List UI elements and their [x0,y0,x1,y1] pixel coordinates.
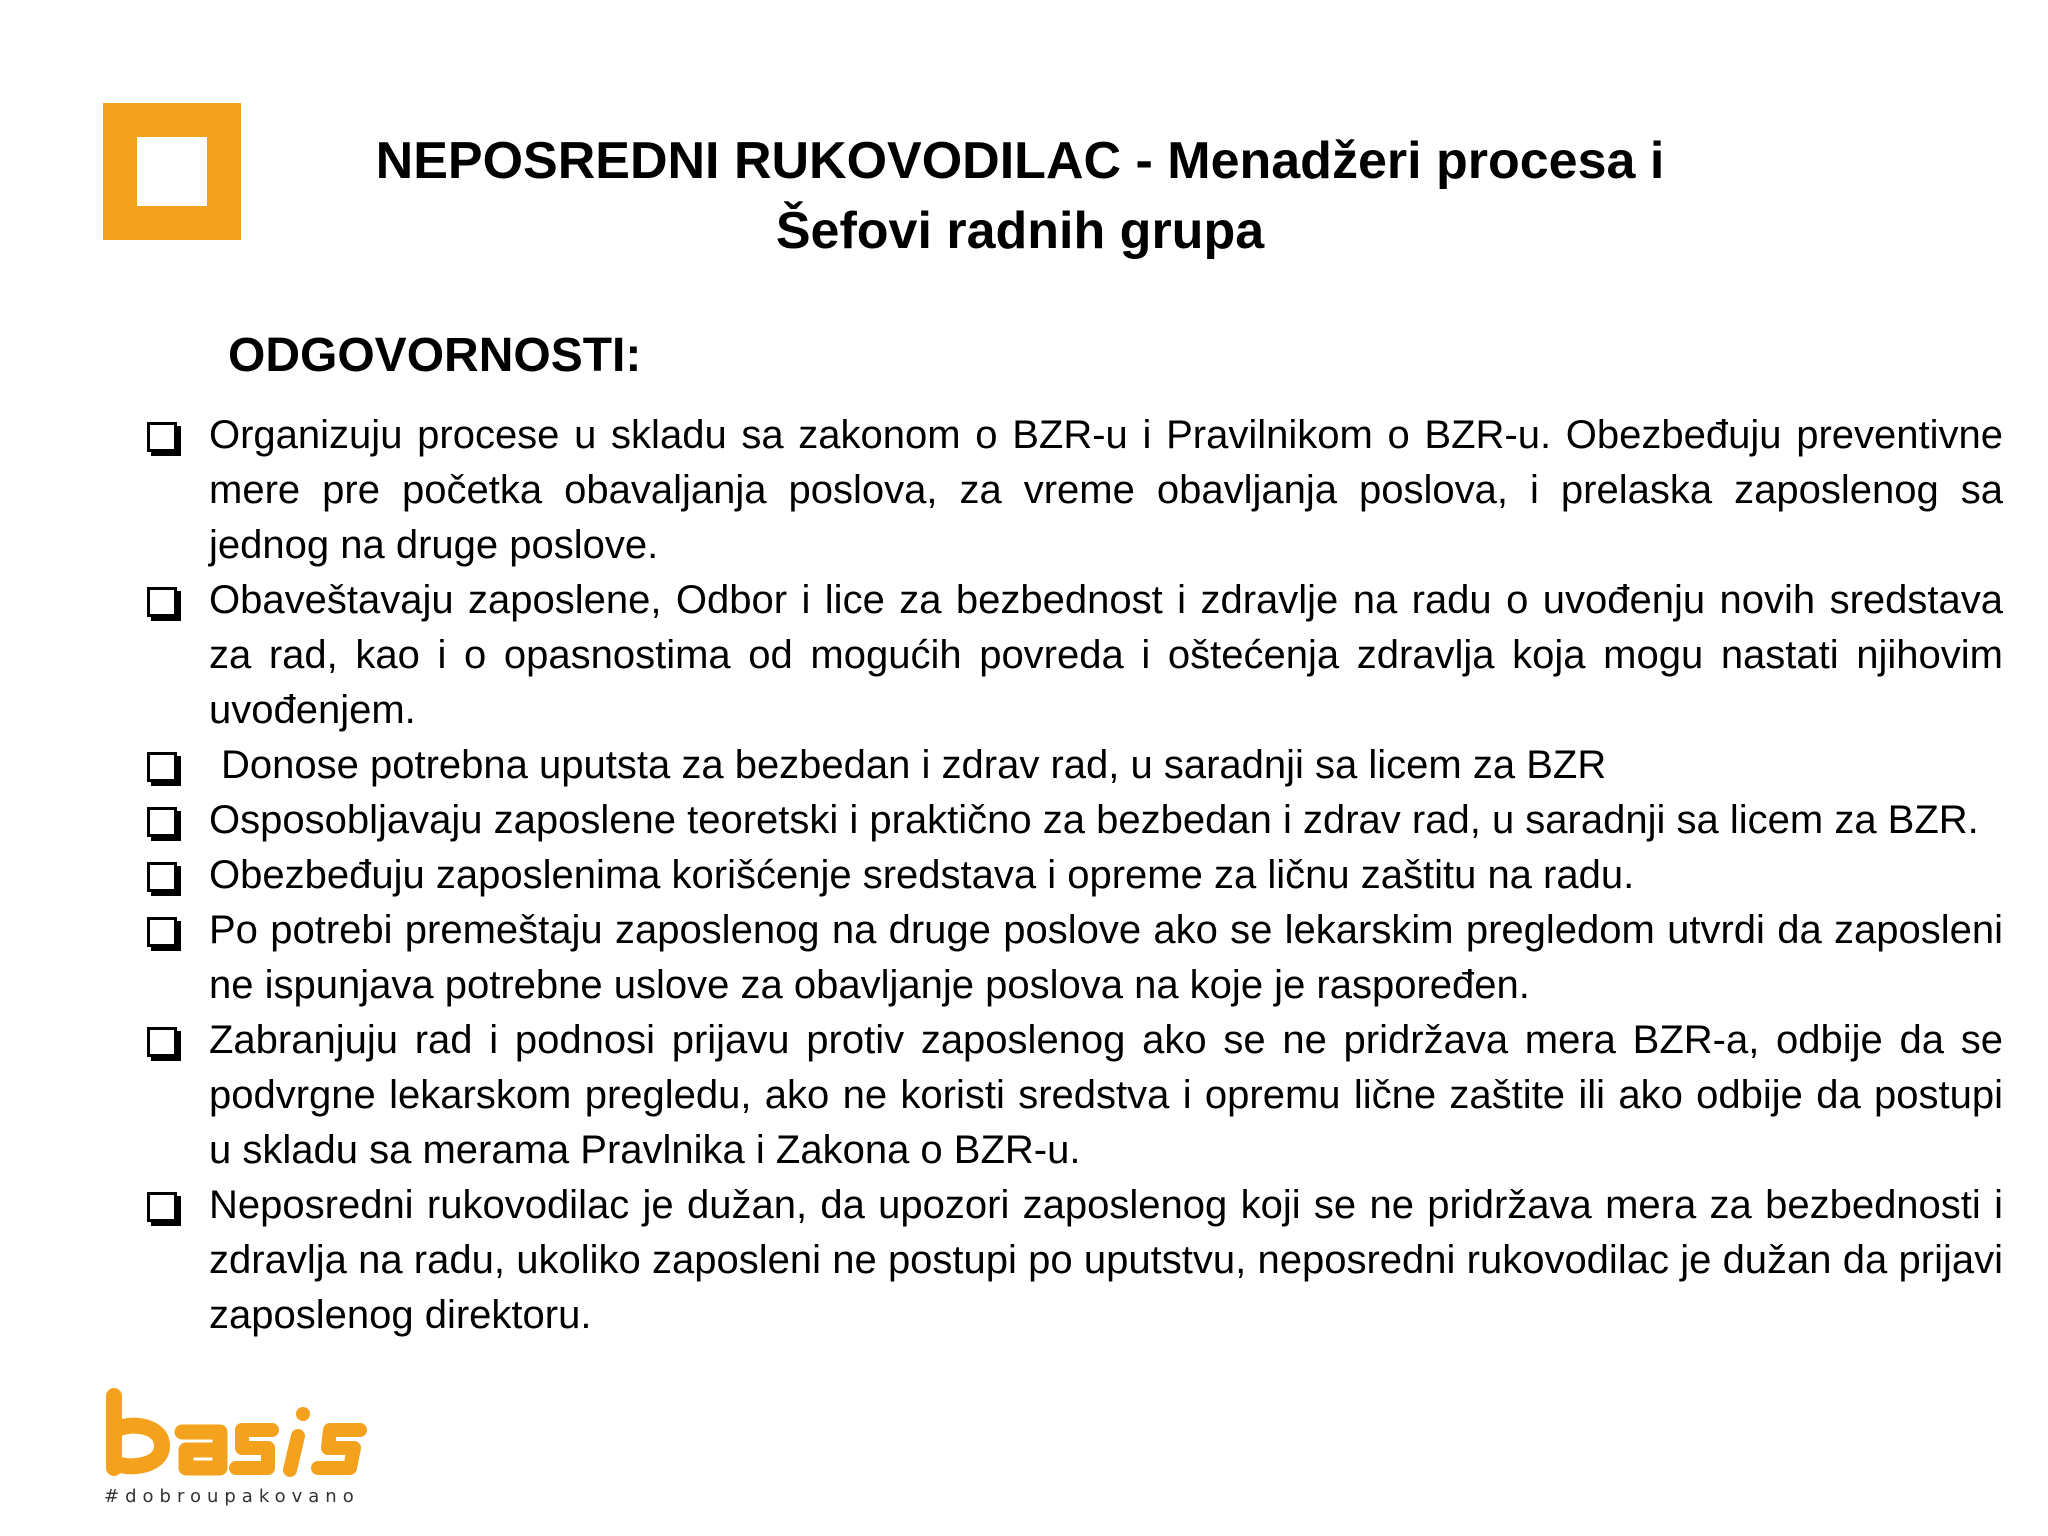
orange-square-frame-icon [103,103,241,240]
checkbox-bullet-icon [147,1027,177,1057]
list-item-text: Obaveštavaju zaposlene, Odbor i lice za bezbednost i zdravlje na radu o uvođenju novih sredstava za rad, kao i o opasnostima od mogućih povreda i oštećenja zdravlja koja mogu nastati njihovim uvođenjem. [209,578,2003,732]
checkbox-bullet-icon [147,587,177,617]
list-item-text: Osposobljavaju zaposlene teoretski i praktično za bezbedan i zdrav rad, u saradnji sa licem za BZR. [209,798,1979,842]
slide-title-line-1: NEPOSREDNI RUKOVODILAC - Menadžeri procesa i [375,132,1665,190]
slide-title-line-2: Šefovi radnih grupa [775,202,1265,260]
checkbox-bullet-icon [147,1192,177,1222]
section-heading: ODGOVORNOSTI: [228,329,642,382]
list-item [143,848,2003,903]
list-item [143,1013,2003,1178]
checkbox-bullet-icon [147,917,177,947]
list-item [143,573,2003,738]
list-item-text: Obezbeđuju zaposlenima korišćenje sredstava i opreme za ličnu zaštitu na radu. [209,853,1635,897]
list-item [143,1178,2003,1343]
slide-title [280,126,1760,266]
basis-wordmark-icon [102,1388,372,1480]
checkbox-bullet-icon [147,862,177,892]
list-item-text: Zabranjuju rad i podnosi prijavu protiv zaposlenog ako se ne pridržava mera BZR-a, odbije da se podvrgne lekarskom pregledu, ako ne koristi sredstva i opremu lične zaštite ili ako odbije da postupi u skladu sa merama Pravlnika i Zakona o BZR-u. [209,1018,2003,1172]
list-item-text: Donose potrebna uputsta za bezbedan i zdrav rad, u saradnji sa licem za BZR [221,743,1607,787]
checkbox-bullet-icon [147,752,177,782]
responsibilities-list [143,408,2003,1343]
list-item-text: Neposredni rukovodilac je dužan, da upozori zaposlenog koji se ne pridržava mera za bezbednosti i zdravlja na radu, ukoliko zaposleni ne postupi po uputstvu, neposredni rukovodilac je dužan da prijavi zaposlenog direktoru. [209,1183,2003,1337]
list-item [143,793,2003,848]
logo-tagline: #dobroupakovano [104,1486,360,1507]
list-item-text: Organizuju procese u skladu sa zakonom o BZR-u i Pravilnikom o BZR-u. Obezbeđuju preventivne mere pre početka obavaljanja poslova, za vreme obavljanja poslova, i prelaska zaposlenog sa jednog na druge poslove. [209,413,2003,567]
checkbox-bullet-icon [147,807,177,837]
list-item [143,903,2003,1013]
list-item-text: Po potrebi premeštaju zaposlenog na druge poslove ako se lekarskim pregledom utvrdi da zaposleni ne ispunjava potrebne uslove za obavljanje poslova na koje je raspoređen. [209,908,2003,1007]
basis-logo [102,1388,392,1518]
checkbox-bullet-icon [147,422,177,452]
list-item [143,408,2003,573]
list-item [143,738,2003,793]
